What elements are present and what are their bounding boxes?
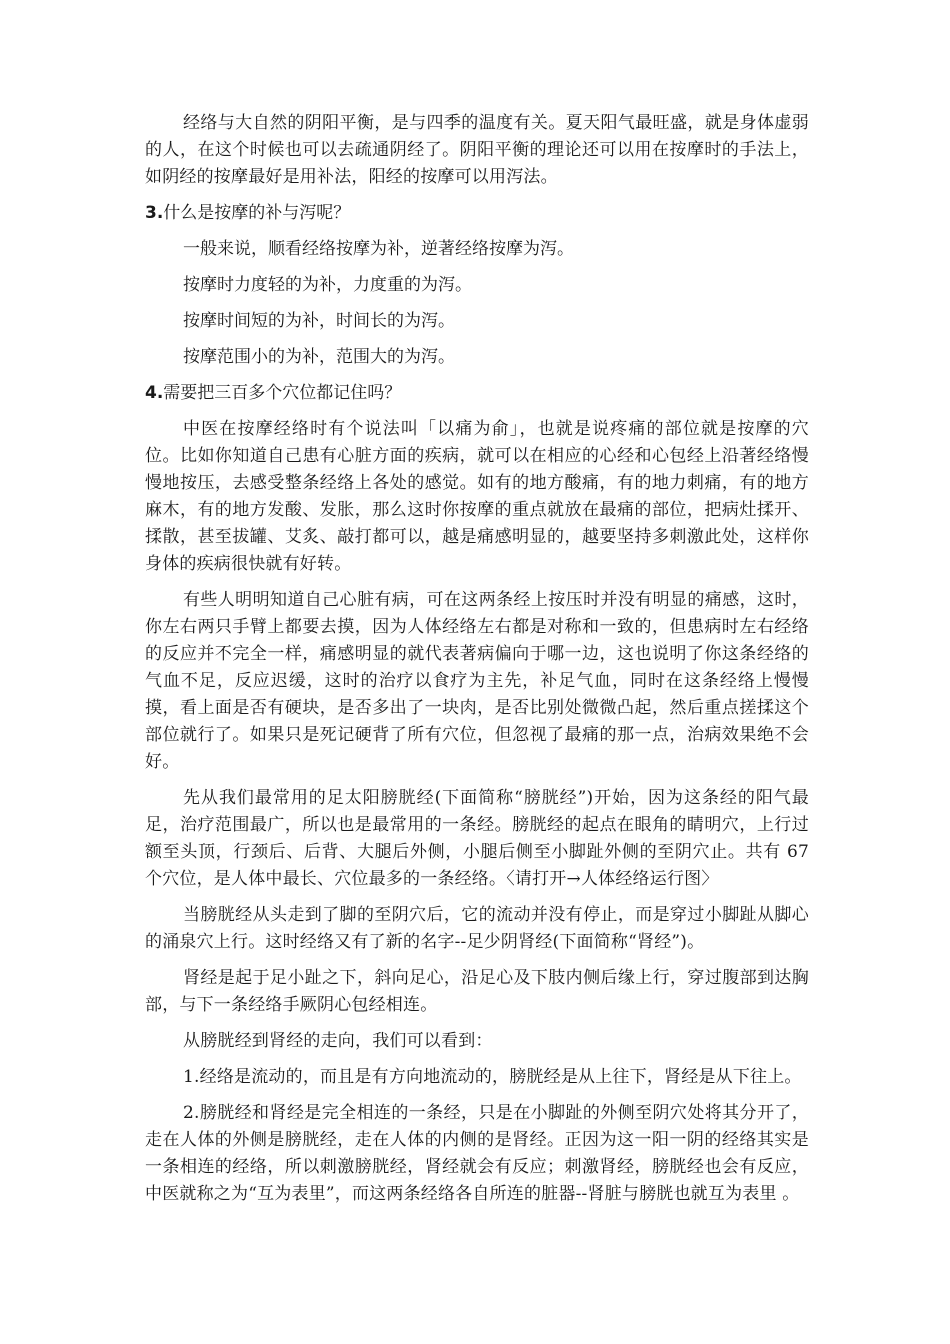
question-4-heading bbox=[145, 380, 809, 407]
question-4-text: 需要把三百多个穴位都记住吗？ bbox=[163, 383, 402, 403]
paragraph-point-2: 2.膀胱经和肾经是完全相连的一条经，只是在小脚趾的外侧至阴穴处将其分开了，走在人体的外侧是膀胱经，走在人体的内侧的是肾经。正因为这一阳一阴的经络其实是一条相连的经络，所以刺激膀胱经，肾经就会有反应；刺激肾经，膀胱经也会有反应，中医就称之为“互为表里”，而这两条经络各自所连的脏器--肾脏与膀胱也就互为表里 。 bbox=[145, 1103, 809, 1204]
answer-line-time: 按摩时间短的为补，时间长的为泻。 bbox=[183, 311, 455, 331]
question-3-text: 什么是按摩的补与泻呢？ bbox=[163, 203, 351, 223]
question-3-heading bbox=[145, 200, 809, 227]
paragraph-yin-yang-balance: 经络与大自然的阴阳平衡，是与四季的温度有关。夏天阳气最旺盛，就是身体虚弱的人，在这个时候也可以去疏通阴经了。阴阳平衡的理论还可以用在按摩时的手法上，如阴经的按摩最好是用补法，阳经的按摩可以用泻法。 bbox=[145, 113, 809, 187]
paragraph-kidney-transition: 当膀胱经从头走到了脚的至阴穴后，它的流动并没有停止，而是穿过小脚趾从脚心的涌泉穴上行。这时经络又有了新的名字--足少阴肾经(下面简称“肾经”)。 bbox=[145, 905, 809, 952]
paragraph-point-1: 1.经络是流动的，而且是有方向地流动的，膀胱经是从上往下，肾经是从下往上。 bbox=[183, 1067, 802, 1087]
answer-line-range: 按摩范围小的为补，范围大的为泻。 bbox=[183, 347, 455, 367]
document-page bbox=[145, 110, 809, 1217]
paragraph-bladder-meridian: 先从我们最常用的足太阳膀胱经(下面简称“膀胱经”)开始，因为这条经的阳气最足，治疗范围最广，所以也是最常用的一条经。膀胱经的起点在眼角的睛明穴，上行过额至头顶，行颈后、后背、大腿后外侧，小腿后侧至小脚趾外侧的至阴穴止。共有 67 个穴位，是人体中最长、穴位最多的一条经络。〈请打开→人体经络运行图〉 bbox=[145, 788, 809, 889]
answer-line-force: 按摩时力度轻的为补，力度重的为泻。 bbox=[183, 275, 472, 295]
paragraph-kidney-meridian: 肾经是起于足小趾之下，斜向足心，沿足心及下肢内侧后缘上行，穿过腹部到达胸部，与下一条经络手厥阴心包经相连。 bbox=[145, 968, 809, 1015]
paragraph-pain-point: 中医在按摩经络时有个说法叫「以痛为俞」，也就是说疼痛的部位就是按摩的穴位。比如你知道自己患有心脏方面的疾病，就可以在相应的心经和心包经上沿著经络慢慢地按压，去感受整条经络上各处的感觉。如有的地方酸痛，有的地力刺痛，有的地方麻木，有的地方发酸、发胀，那么这时你按摩的重点就放在最痛的部位，把病灶揉开、揉散，甚至拔罐、艾炙、敲打都可以，越是痛感明显的，越要坚持多刺激此处，这样你身体的疾病很快就有好转。 bbox=[145, 419, 809, 574]
question-4-number: 4. bbox=[145, 383, 164, 403]
paragraph-left-right: 有些人明明知道自己心脏有病，可在这两条经上按压时并没有明显的痛感，这时，你左右两只手臂上都要去摸，因为人体经络左右都是对称和一致的，但患病时左右经络的反应并不完全一样，痛感明显的就代表著病偏向于哪一边，这也说明了你这条经络的气血不足，反应迟缓，这时的治疗以食疗为主先，补足气血，同时在这条经络上慢慢摸，看上面是否有硬块，是否多出了一块肉，是否比别处微微凸起，然后重点搓揉这个部位就行了。如果只是死记硬背了所有穴位，但忽视了最痛的那一点，治病效果绝不会好。 bbox=[145, 590, 809, 772]
paragraph-direction-intro: 从膀胱经到肾经的走向，我们可以看到： bbox=[183, 1031, 493, 1051]
answer-line-direction: 一般来说，顺看经络按摩为补，逆著经络按摩为泻。 bbox=[183, 239, 574, 259]
question-3-number: 3. bbox=[145, 203, 164, 223]
